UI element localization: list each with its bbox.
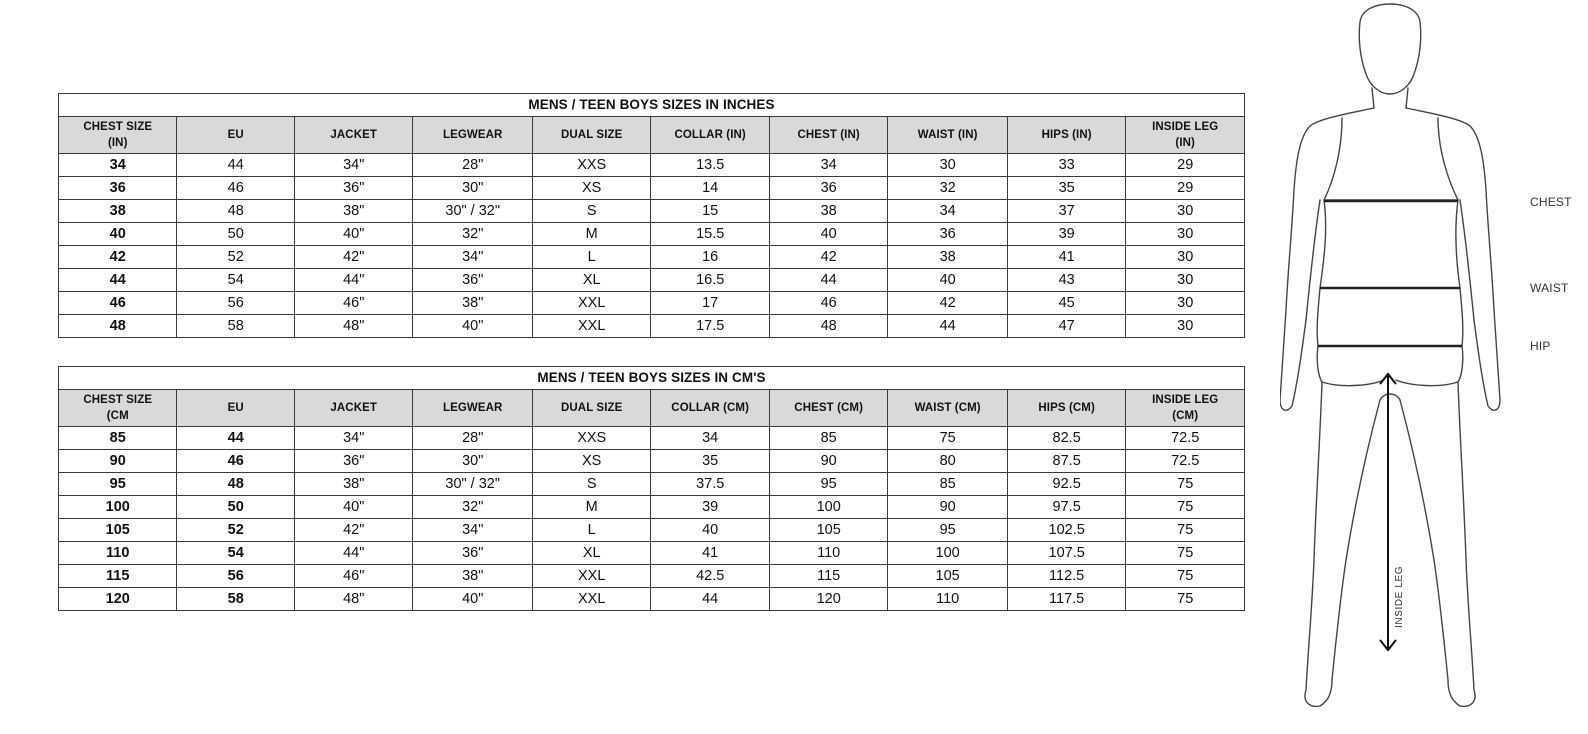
table-cell: 115 [769, 565, 887, 588]
table-cell: 46 [769, 292, 887, 315]
table-cell: 30 [888, 154, 1008, 177]
table-cell: 75 [1126, 473, 1245, 496]
column-header-text: COLLAR (IN) [674, 129, 746, 141]
table-cell: 33 [1007, 154, 1125, 177]
table-cell: 30" [413, 177, 533, 200]
body-outline-illustration [1280, 0, 1588, 729]
table-cell: 29 [1126, 154, 1245, 177]
table-cell: 90 [888, 496, 1008, 519]
table-cell: 34 [769, 154, 887, 177]
table-cell: 30" / 32" [413, 200, 533, 223]
table-cell: 48" [294, 315, 412, 338]
table-cell: 40 [769, 223, 887, 246]
column-header-text: LEGWEAR [442, 129, 503, 141]
table-cell: 36" [294, 177, 412, 200]
table-cell: 87.5 [1007, 450, 1125, 473]
table-cell: 54 [177, 269, 294, 292]
column-header [1126, 390, 1245, 427]
table-cell: 39 [651, 496, 769, 519]
table-row [59, 519, 1245, 542]
table-cell: 48" [294, 588, 412, 611]
table-cell: 40" [294, 223, 412, 246]
table-cell: 85 [59, 427, 177, 450]
table-cell: 38" [413, 292, 533, 315]
table-cell: 85 [888, 473, 1008, 496]
column-header [532, 390, 650, 427]
table-cell: 40 [888, 269, 1008, 292]
table-cell: XXS [532, 427, 650, 450]
table-cell: 44 [177, 427, 294, 450]
table-cell: 75 [888, 427, 1008, 450]
table-cell: 40 [59, 223, 177, 246]
waist-label: WAIST [1530, 281, 1569, 295]
table-cell: XXL [532, 315, 650, 338]
table-row [59, 269, 1245, 292]
column-header-text: DUAL SIZE [561, 402, 623, 414]
column-header-text: EU [227, 402, 244, 414]
cm-table-title: MENS / TEEN BOYS SIZES IN CM'S [58, 366, 1245, 389]
table-cell: 72.5 [1126, 427, 1245, 450]
table-cell: 42 [888, 292, 1008, 315]
table-cell: 54 [177, 542, 294, 565]
table-cell: 36 [888, 223, 1008, 246]
body-measurement-figure [1280, 0, 1588, 729]
table-row [59, 315, 1245, 338]
column-header-text: LEGWEAR [442, 402, 503, 414]
column-header [413, 390, 533, 427]
table-cell: 34 [651, 427, 769, 450]
table-row [59, 496, 1245, 519]
column-header-text: INSIDE LEG [1152, 394, 1219, 406]
table-cell: 110 [888, 588, 1008, 611]
table-cell: 90 [59, 450, 177, 473]
inside-leg-label: INSIDE LEG [1394, 565, 1405, 628]
table-cell: 36" [294, 450, 412, 473]
table-cell: 38 [769, 200, 887, 223]
column-header-text: (IN) [1175, 137, 1195, 149]
table-cell: 46 [177, 177, 294, 200]
table-cell: 42 [769, 246, 887, 269]
hip-label: HIP [1530, 339, 1551, 353]
table-cell: 32" [413, 223, 533, 246]
table-cell: 42 [59, 246, 177, 269]
table-cell: 95 [59, 473, 177, 496]
table-cell: 44 [769, 269, 887, 292]
table-row [59, 565, 1245, 588]
table-cell: 100 [59, 496, 177, 519]
table-cell: 41 [651, 542, 769, 565]
table-cell: 46" [294, 565, 412, 588]
chest-label: CHEST [1530, 195, 1572, 209]
column-header-text: (CM [106, 410, 129, 422]
table-cell: 107.5 [1007, 542, 1125, 565]
table-cell: 30 [1126, 292, 1245, 315]
column-header [59, 117, 177, 154]
table-row [59, 450, 1245, 473]
table-cell: 37 [1007, 200, 1125, 223]
table-cell: 43 [1007, 269, 1125, 292]
table-cell: 105 [769, 519, 887, 542]
table-cell: L [532, 519, 650, 542]
table-cell: M [532, 496, 650, 519]
column-header [888, 390, 1008, 427]
table-cell: XXL [532, 588, 650, 611]
table-cell: 38 [888, 246, 1008, 269]
table-cell: 42" [294, 246, 412, 269]
table-cell: 48 [769, 315, 887, 338]
table-cell: 105 [59, 519, 177, 542]
column-header-text: DUAL SIZE [561, 129, 623, 141]
table-cell: 16 [651, 246, 769, 269]
table-cell: 120 [769, 588, 887, 611]
table-cell: 52 [177, 519, 294, 542]
table-cell: 30 [1126, 200, 1245, 223]
table-cell: 95 [769, 473, 887, 496]
table-cell: 50 [177, 223, 294, 246]
column-header [413, 117, 533, 154]
table-row [59, 427, 1245, 450]
column-header [769, 390, 887, 427]
table-cell: 75 [1126, 519, 1245, 542]
table-cell: 40" [413, 315, 533, 338]
table-row [59, 223, 1245, 246]
table-cell: 56 [177, 292, 294, 315]
table-cell: 30 [1126, 269, 1245, 292]
table-cell: 28" [413, 427, 533, 450]
table-row [59, 154, 1245, 177]
cm-header-row [59, 390, 1245, 427]
table-cell: 48 [177, 200, 294, 223]
column-header-text: EU [227, 129, 244, 141]
column-header-text: JACKET [330, 402, 378, 414]
table-cell: 32 [888, 177, 1008, 200]
table-cell: 44 [59, 269, 177, 292]
column-header [1007, 390, 1125, 427]
table-cell: 17.5 [651, 315, 769, 338]
table-cell: 105 [888, 565, 1008, 588]
table-cell: 72.5 [1126, 450, 1245, 473]
column-header [59, 390, 177, 427]
table-cell: M [532, 223, 650, 246]
table-cell: 29 [1126, 177, 1245, 200]
inches-size-table [58, 93, 1245, 338]
column-header-text: HIPS (IN) [1041, 129, 1092, 141]
table-cell: 75 [1126, 565, 1245, 588]
table-cell: 36 [769, 177, 887, 200]
column-header-text: (CM) [1172, 410, 1199, 422]
table-row [59, 473, 1245, 496]
table-cell: 52 [177, 246, 294, 269]
table-cell: 48 [59, 315, 177, 338]
table-row [59, 292, 1245, 315]
table-cell: 110 [769, 542, 887, 565]
column-header [294, 117, 412, 154]
table-cell: 38 [59, 200, 177, 223]
cm-size-table [58, 366, 1245, 611]
table-cell: 17 [651, 292, 769, 315]
table-cell: 44" [294, 269, 412, 292]
column-header-text: WAIST (IN) [917, 129, 978, 141]
table-cell: 16.5 [651, 269, 769, 292]
table-cell: XL [532, 542, 650, 565]
column-header-text: HIPS (CM) [1038, 402, 1095, 414]
table-cell: 80 [888, 450, 1008, 473]
table-cell: 112.5 [1007, 565, 1125, 588]
column-header-text: INSIDE LEG [1152, 121, 1219, 133]
table-cell: 15.5 [651, 223, 769, 246]
table-row [59, 177, 1245, 200]
table-cell: 42" [294, 519, 412, 542]
table-cell: 13.5 [651, 154, 769, 177]
column-header [177, 390, 294, 427]
table-cell: 44 [888, 315, 1008, 338]
column-header-text: COLLAR (CM) [671, 402, 750, 414]
table-cell: 75 [1126, 542, 1245, 565]
table-cell: XS [532, 177, 650, 200]
table-cell: 90 [769, 450, 887, 473]
table-cell: 56 [177, 565, 294, 588]
table-cell: 36" [413, 269, 533, 292]
column-header [651, 390, 769, 427]
table-cell: 97.5 [1007, 496, 1125, 519]
table-cell: 30" / 32" [413, 473, 533, 496]
table-cell: 30 [1126, 246, 1245, 269]
table-cell: 34" [294, 154, 412, 177]
inches-table-title: MENS / TEEN BOYS SIZES IN INCHES [58, 93, 1245, 116]
column-header-text: CHEST (IN) [797, 129, 860, 141]
column-header [294, 390, 412, 427]
inches-table-body [59, 154, 1245, 338]
table-cell: 75 [1126, 496, 1245, 519]
table-cell: 48 [177, 473, 294, 496]
table-cell: 40" [413, 588, 533, 611]
table-cell: 58 [177, 315, 294, 338]
table-cell: 32" [413, 496, 533, 519]
table-cell: XS [532, 450, 650, 473]
column-header-text: WAIST (CM) [914, 402, 981, 414]
table-cell: 50 [177, 496, 294, 519]
table-cell: 34" [413, 246, 533, 269]
cm-table-body [59, 427, 1245, 611]
table-cell: 30 [1126, 223, 1245, 246]
table-cell: 41 [1007, 246, 1125, 269]
table-cell: 36" [413, 542, 533, 565]
inches-header-row [59, 117, 1245, 154]
table-cell: 14 [651, 177, 769, 200]
table-cell: 44 [651, 588, 769, 611]
table-cell: 117.5 [1007, 588, 1125, 611]
table-cell: XXS [532, 154, 650, 177]
table-cell: 40 [651, 519, 769, 542]
column-header [1126, 117, 1245, 154]
table-cell: XL [532, 269, 650, 292]
table-cell: 100 [769, 496, 887, 519]
table-cell: 42.5 [651, 565, 769, 588]
table-cell: S [532, 473, 650, 496]
table-cell: 34" [294, 427, 412, 450]
table-cell: 58 [177, 588, 294, 611]
table-cell: 46 [59, 292, 177, 315]
table-cell: 40" [294, 496, 412, 519]
table-cell: 44" [294, 542, 412, 565]
column-header-text: CHEST SIZE [83, 121, 153, 133]
column-header-text: (IN) [107, 137, 128, 149]
table-cell: 15 [651, 200, 769, 223]
table-cell: 45 [1007, 292, 1125, 315]
table-cell: 46 [177, 450, 294, 473]
column-header [651, 117, 769, 154]
table-cell: 95 [888, 519, 1008, 542]
column-header [1007, 117, 1125, 154]
table-cell: 120 [59, 588, 177, 611]
table-cell: 35 [651, 450, 769, 473]
column-header [769, 117, 887, 154]
table-row [59, 200, 1245, 223]
table-cell: 82.5 [1007, 427, 1125, 450]
table-cell: 38" [294, 200, 412, 223]
table-cell: 38" [413, 565, 533, 588]
column-header-text: CHEST (CM) [794, 402, 864, 414]
table-cell: 85 [769, 427, 887, 450]
table-cell: 35 [1007, 177, 1125, 200]
table-row [59, 588, 1245, 611]
column-header-text: JACKET [330, 129, 378, 141]
table-cell: XXL [532, 565, 650, 588]
column-header-text: CHEST SIZE [83, 394, 153, 406]
table-cell: XXL [532, 292, 650, 315]
table-cell: 36 [59, 177, 177, 200]
table-cell: S [532, 200, 650, 223]
table-cell: 92.5 [1007, 473, 1125, 496]
column-header [177, 117, 294, 154]
table-cell: 28" [413, 154, 533, 177]
table-cell: 44 [177, 154, 294, 177]
table-cell: 47 [1007, 315, 1125, 338]
table-cell: 37.5 [651, 473, 769, 496]
table-cell: 34" [413, 519, 533, 542]
table-cell: 100 [888, 542, 1008, 565]
table-cell: 75 [1126, 588, 1245, 611]
table-cell: 34 [888, 200, 1008, 223]
table-cell: 115 [59, 565, 177, 588]
table-cell: 110 [59, 542, 177, 565]
table-cell: L [532, 246, 650, 269]
table-cell: 102.5 [1007, 519, 1125, 542]
table-cell: 46" [294, 292, 412, 315]
table-row [59, 542, 1245, 565]
table-cell: 30" [413, 450, 533, 473]
table-cell: 39 [1007, 223, 1125, 246]
table-cell: 34 [59, 154, 177, 177]
column-header [888, 117, 1008, 154]
table-cell: 38" [294, 473, 412, 496]
column-header [532, 117, 650, 154]
table-cell: 30 [1126, 315, 1245, 338]
table-row [59, 246, 1245, 269]
